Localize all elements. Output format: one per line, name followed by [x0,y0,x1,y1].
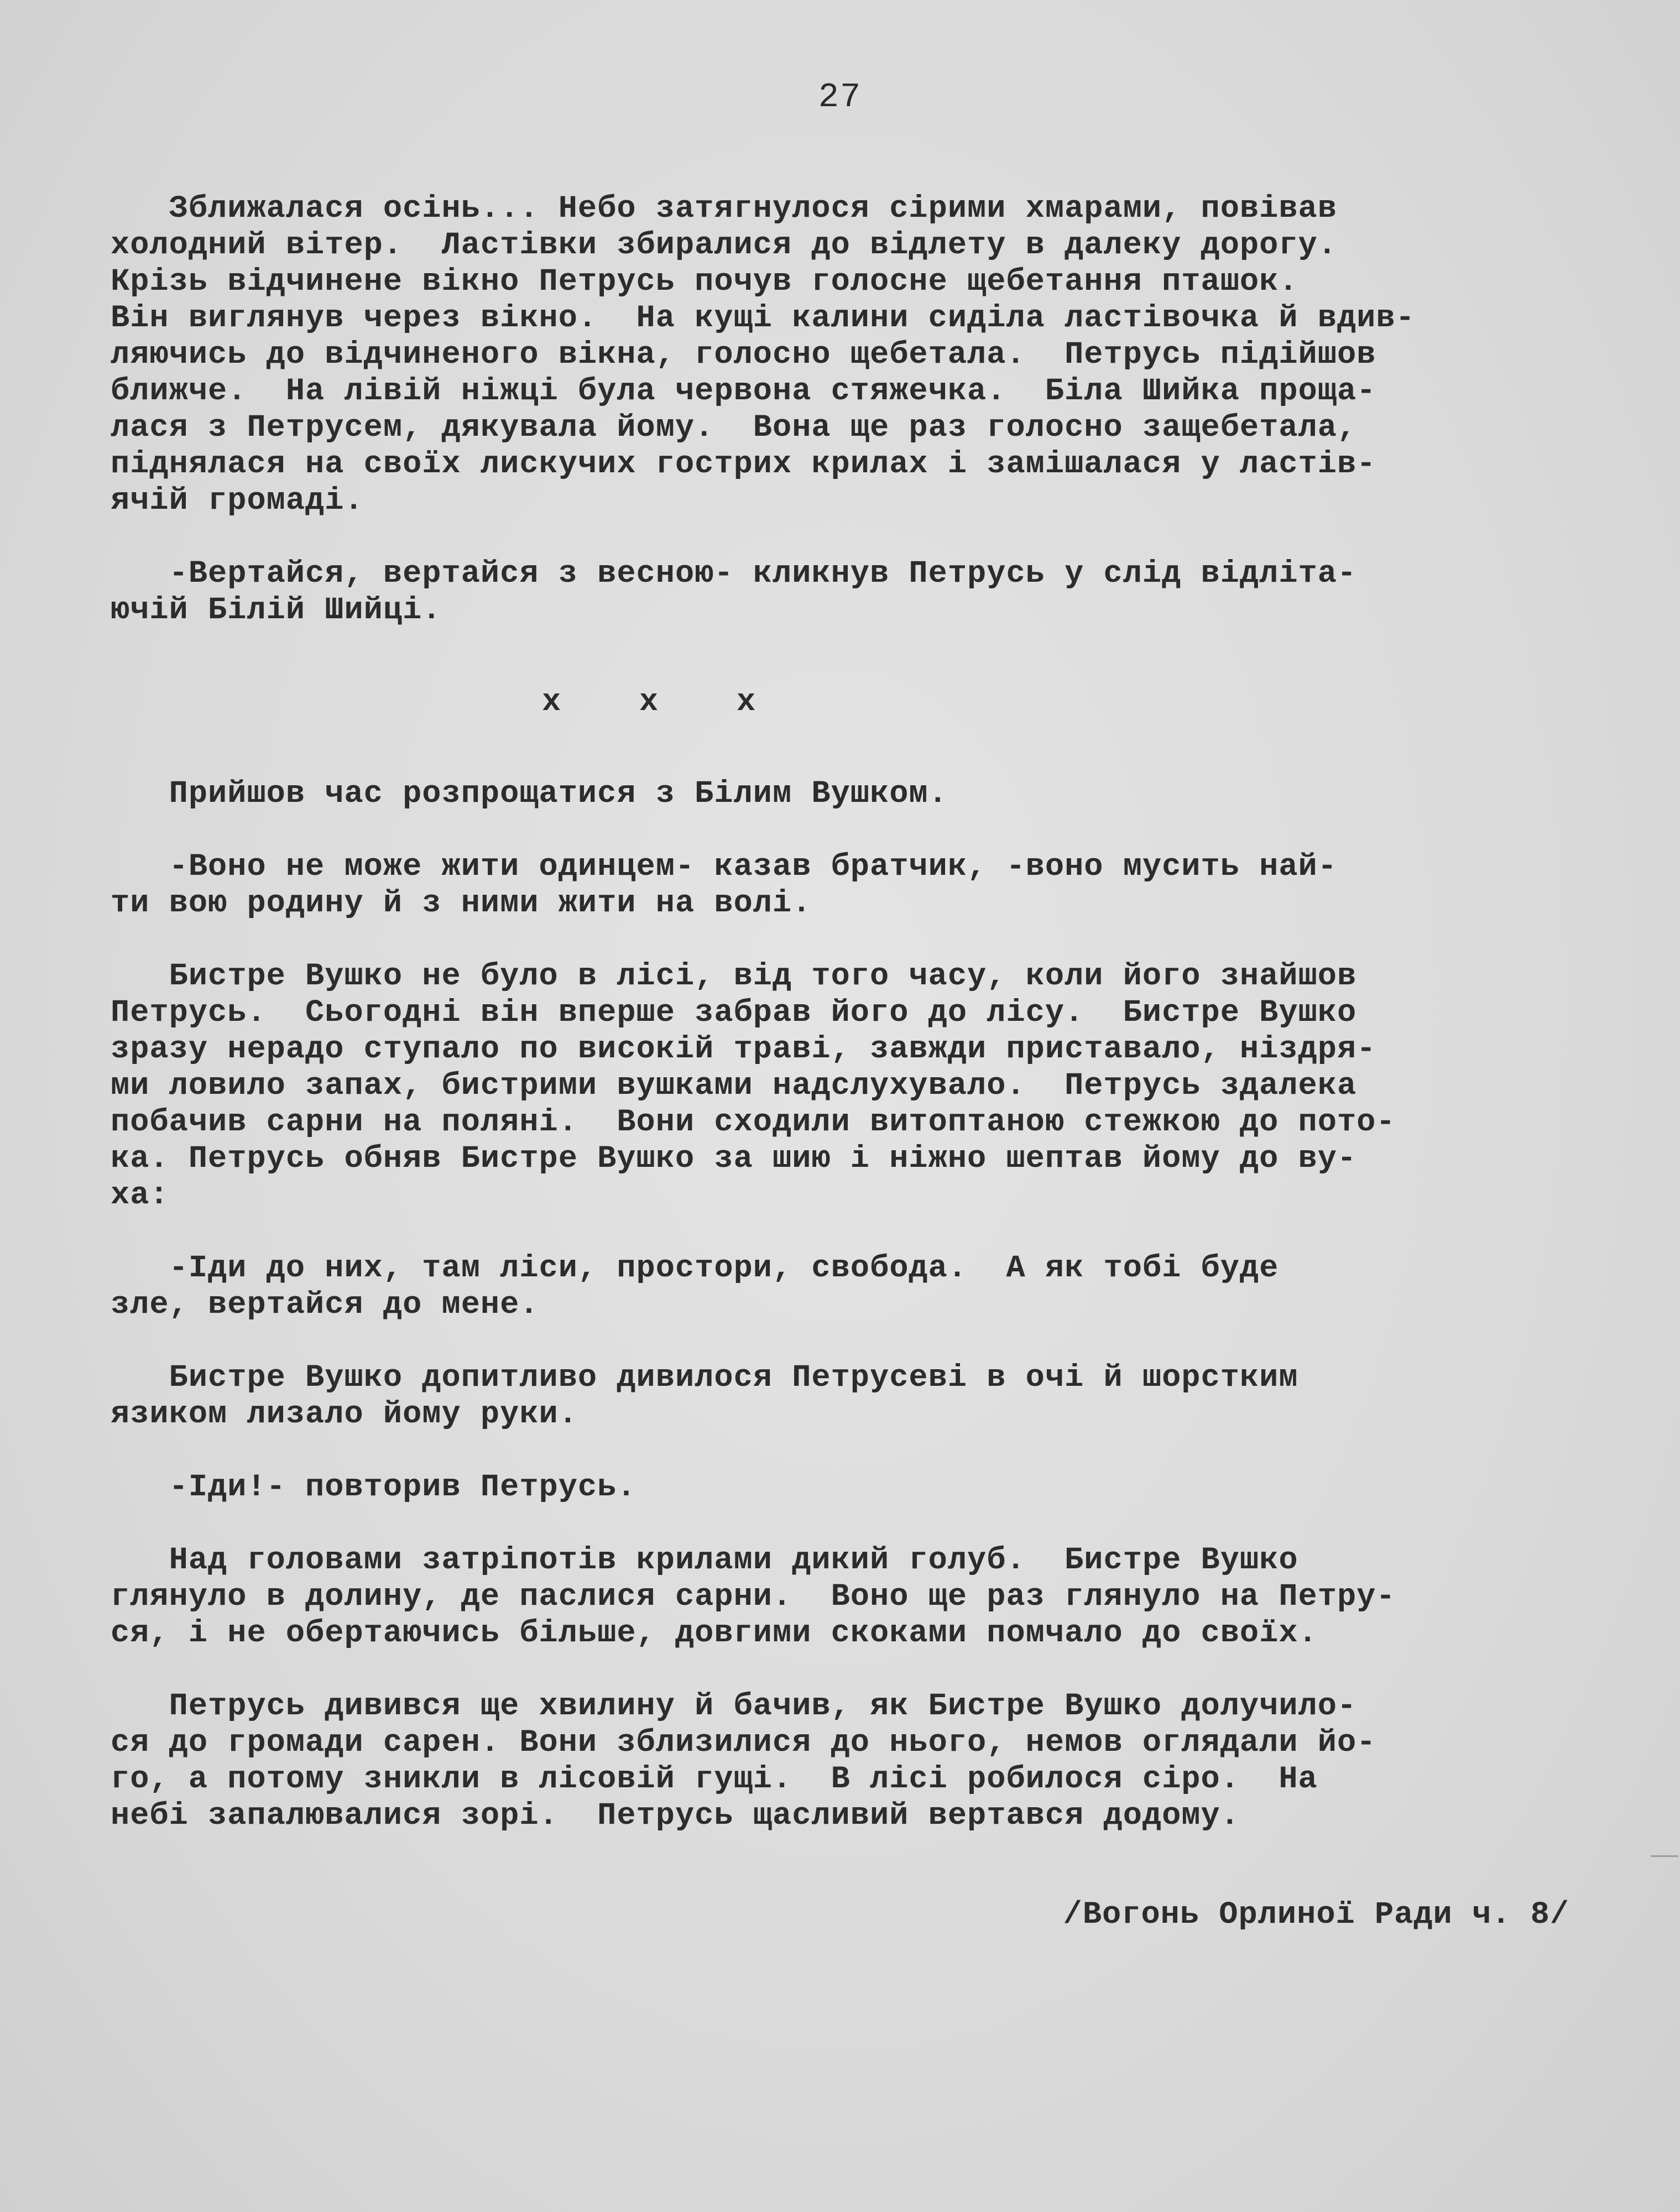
text-line: -Іди до них, там ліси, простори, свобода. А як тобі буде [111,1251,1279,1286]
text-line: ячій громаді. [111,483,364,519]
text-line: -Іди!- повторив Петрусь. [111,1470,636,1505]
text-line: лася з Петрусем, дякувала йому. Вона ще раз голосно защебетала, [111,410,1357,446]
text-line: Бистре Вушко не було в лісі, від того часу, коли його знайшов [111,959,1357,994]
text-line: Петрусь. Сьогодні він вперше забрав його до лісу. Бистре Вушко [111,995,1357,1031]
text-line: ся, і не обертаючись більше, довгими скоками помчало до своїх. [111,1616,1318,1651]
document-body [111,191,1576,1834]
paragraphs-after-separator [111,776,1576,1834]
text-line: Прийшов час розпрощатися з Білим Вушком. [111,776,948,812]
text-line: піднялася на своїх лискучих гострих крилах і замішалася у ластів- [111,447,1376,482]
text-line: ха: [111,1178,169,1213]
text-line: -Воно не може жити одинцем- казав братчик, -воно мусить най- [111,849,1337,885]
text-line: Бистре Вушко допитливо дивилося Петрусеві в очі й шорстким [111,1360,1298,1396]
text-line: ближче. На лівій ніжці була червона стяжечка. Біла Шийка проща- [111,374,1376,409]
text-line: Крізь відчинене вікно Петрусь почув голосне щебетання пташок. [111,264,1298,300]
paragraph [111,191,1576,519]
text-line: Зближалася осінь... Небо затягнулося сірими хмарами, повівав [111,191,1337,227]
text-line: ючій Білій Шийці. [111,593,442,628]
text-line: -Вертайся, вертайся з весною- кликнув Петрусь у слід відліта- [111,556,1357,592]
text-line: го, а потому зникли в лісовій гущі. В лісі робилося сіро. На [111,1762,1318,1797]
text-line: глянуло в долину, де паслися сарни. Воно ще раз глянуло на Петру- [111,1579,1396,1615]
text-line: ти вою родину й з ними жити на волі. [111,886,812,921]
section-separator: x x x [542,685,756,720]
paragraph [111,1250,1576,1323]
paragraph [111,849,1576,922]
paragraph [111,1542,1576,1652]
paragraph [111,958,1576,1214]
text-line: зразу нерадо ступало по високій траві, завжди приставало, ніздря- [111,1032,1376,1067]
text-line: ми ловило запах, бистрими вушками надслухувало. Петрусь здалека [111,1068,1357,1104]
text-line: ка. Петрусь обняв Бистре Вушко за шию і ніжно шептав йому до ву- [111,1141,1357,1177]
text-line: холодний вітер. Ластівки збиралися до відлету в далеку дорогу. [111,228,1337,263]
page-number: 27 [818,77,862,117]
paragraph [111,556,1576,629]
text-line: Він виглянув через вікно. На кущі калини сиділа ластівочка й вдив- [111,301,1415,336]
text-line: Петрусь дивився ще хвилину й бачив, як Бистре Вушко долучило- [111,1689,1357,1724]
paragraph [111,1688,1576,1834]
paragraph [111,1360,1576,1433]
text-line: ся до громади сарен. Вони зблизилися до нього, немов оглядали йо- [111,1725,1376,1761]
text-line: побачив сарни на поляні. Вони сходили витоптаною стежкою до пото- [111,1105,1396,1140]
paragraph [111,776,1576,812]
text-line: зле, вертайся до мене. [111,1287,539,1323]
text-line: Над головами затріпотів крилами дикий голуб. Бистре Вушко [111,1543,1298,1578]
margin-mark [1651,1855,1678,1857]
text-line: ляючись до відчиненого вікна, голосно щебетала. Петрусь підійшов [111,337,1376,373]
source-signature: /Вогонь Орлиної Ради ч. 8/ [1063,1897,1569,1933]
paragraphs-before-separator [111,191,1576,629]
text-line: небі запалювалися зорі. Петрусь щасливий вертався додому. [111,1798,1240,1834]
text-line: язиком лизало йому руки. [111,1397,578,1432]
paragraph [111,1469,1576,1506]
